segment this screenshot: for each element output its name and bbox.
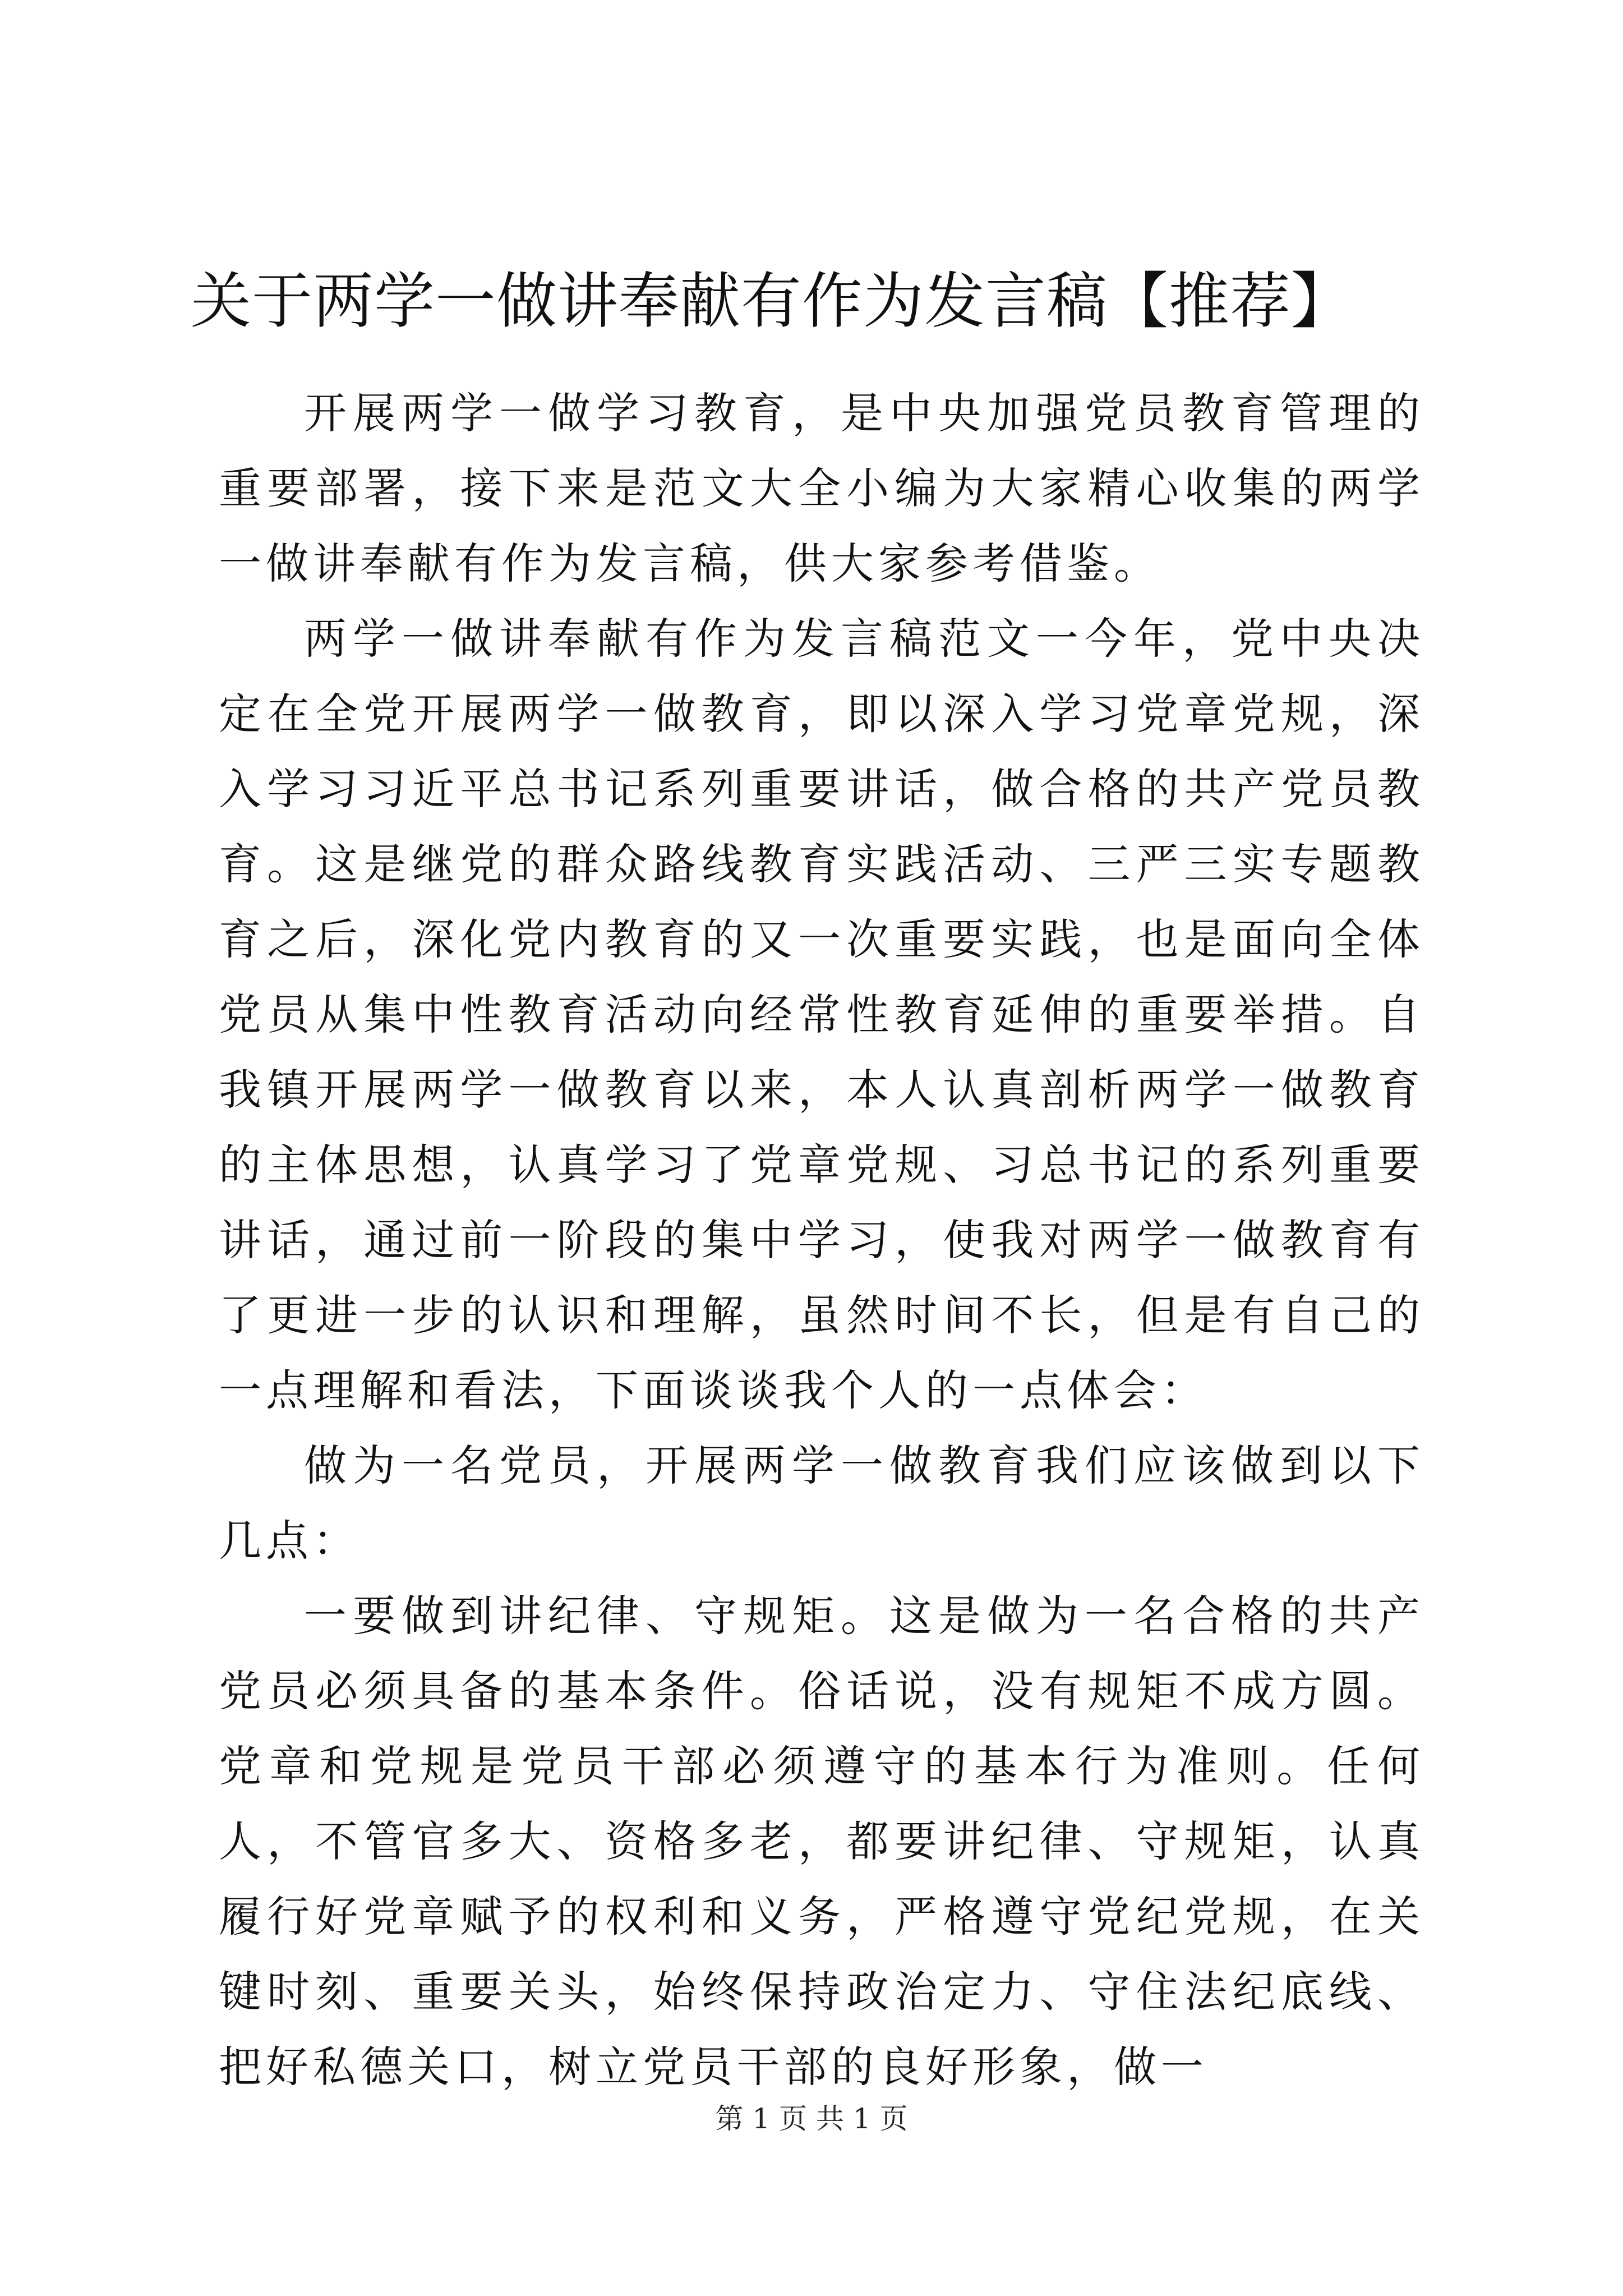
paragraph-intro: 开展两学一做学习教育，是中央加强党员教育管理的重要部署，接下来是范文大全小编为大家精心收集的两学一做讲奉献有作为发言稿，供大家参考借鉴。	[219, 388, 1424, 588]
paragraph-points-lead: 做为一名党员，开展两学一做教育我们应该做到以下几点：	[219, 1441, 1424, 1566]
page-footer: 第 1 页 共 1 页	[715, 2102, 908, 2135]
document-title: 关于两学一做讲奉献有作为发言稿【推荐】	[191, 266, 1353, 337]
paragraph-speech-one: 两学一做讲奉献有作为发言稿范文一今年，党中央决定在全党开展两学一做教育，即以深入学习党章党规，深入学习习近平总书记系列重要讲话，做合格的共产党员教育。这是继党的群众路线教育实践活动、三严三实专题教育之后，深化党内教育的又一次重要实践，也是面向全体党员从集中性教育活动向经常性教育延伸的重要举措。自我镇开展两学一做教育以来，本人认真剖析两学一做教育的主体思想，认真学习了党章党规、习总书记的系列重要讲话，通过前一阶段的集中学习，使我对两学一做教育有了更进一步的认识和理解，虽然时间不长，但是有自己的一点理解和看法，下面谈谈我个人的一点体会：	[219, 614, 1424, 1415]
paragraph-point-one: 一要做到讲纪律、守规矩。这是做为一名合格的共产党员必须具备的基本条件。俗话说，没有规矩不成方圆。党章和党规是党员干部必须遵守的基本行为准则。任何人，不管官多大、资格多老，都要讲纪律、守规矩，认真履行好党章赋予的权利和义务，严格遵守党纪党规，在关键时刻、重要关头，始终保持政治定力、守住法纪底线、把好私德关口，树立党员干部的良好形象，做一	[219, 1591, 1424, 2092]
document-body	[219, 376, 1424, 2105]
